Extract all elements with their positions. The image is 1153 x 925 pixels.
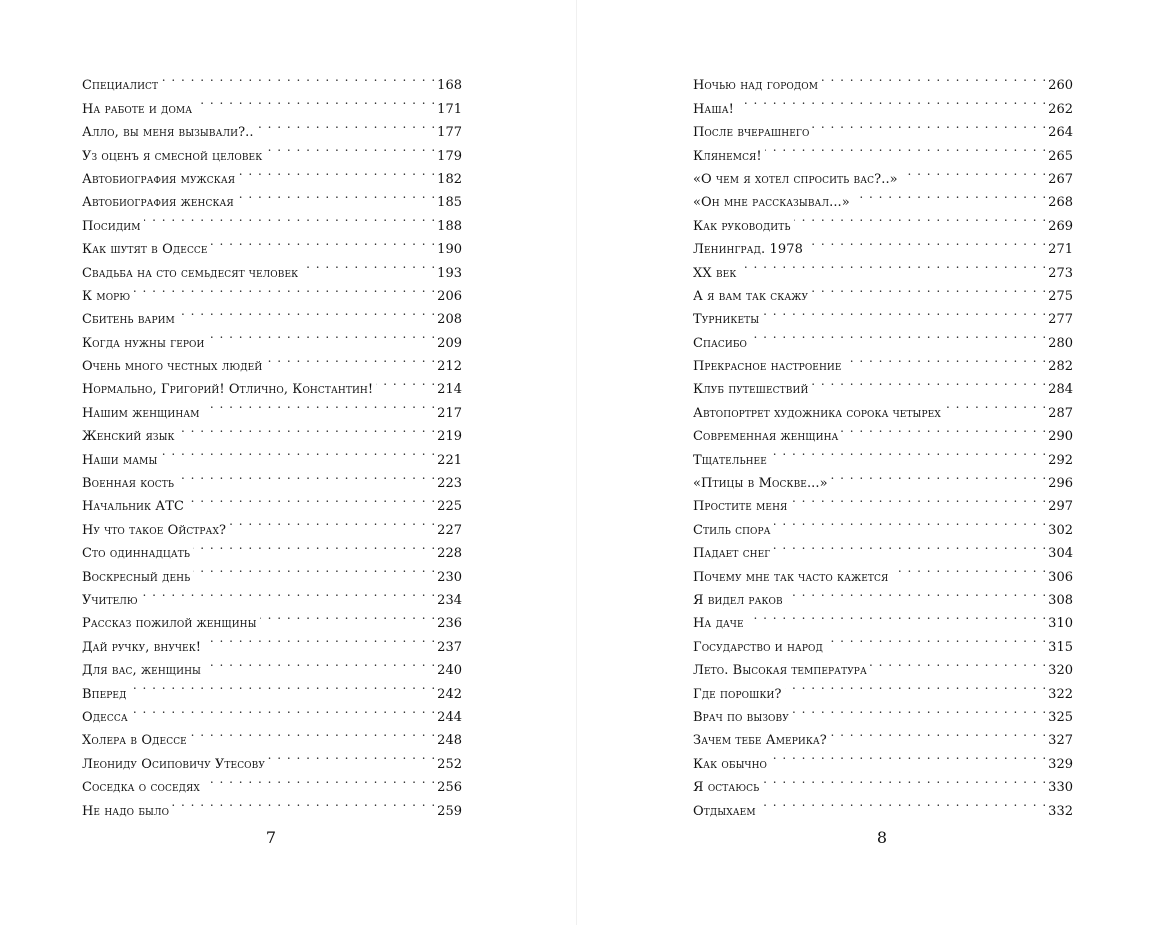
toc-entry-page: 273	[1048, 265, 1073, 281]
toc-entry	[693, 253, 1073, 281]
toc-entry-title: На даче	[693, 616, 744, 632]
toc-entry-page: 268	[1048, 195, 1073, 211]
toc-entry-page: 310	[1048, 616, 1073, 632]
toc-entry-title: Государство и народ	[693, 639, 823, 655]
toc-entry-title: Алло, вы меня вызывали?..	[82, 125, 254, 141]
dot-leader	[774, 510, 1047, 533]
toc-entry-page: 280	[1048, 335, 1073, 351]
toc-entry-page: 315	[1048, 639, 1073, 655]
dot-leader	[257, 113, 436, 136]
toc-entry-title: Лето. Высокая температура	[693, 663, 867, 679]
toc-entry-page: 185	[437, 195, 462, 211]
toc-entry-page: 296	[1048, 476, 1073, 492]
toc-entry	[82, 277, 462, 304]
dot-leader	[821, 66, 1046, 89]
dot-leader	[203, 768, 435, 791]
toc-entry-title: Ну что такое Ойстрах?	[82, 522, 227, 538]
toc-entry-title: Клуб путешествий	[693, 382, 809, 398]
toc-entry-page: 188	[437, 218, 462, 234]
toc-entry-title: Как обычно	[693, 756, 768, 772]
toc-entry-page: 284	[1048, 382, 1073, 398]
toc-entry-title: Клянемся!	[693, 148, 762, 164]
toc-entry-page: 308	[1048, 593, 1073, 608]
toc-entry-title: Автопортрет художника сорока четырех	[693, 405, 941, 421]
toc-entry-title: Специалист	[82, 78, 159, 94]
toc-entry-page: 259	[437, 803, 462, 819]
toc-entry-title: Не надо было	[82, 803, 170, 819]
dot-leader	[831, 464, 1046, 487]
toc-entry-title: Очень много честных людей	[82, 359, 263, 375]
toc-entry-title: Одесса	[82, 709, 128, 725]
toc-entry-title: Нашим женщинам	[82, 405, 200, 421]
dot-leader	[144, 206, 436, 229]
dot-leader	[770, 440, 1046, 463]
toc-entry-title: Автобиография женская	[82, 195, 234, 211]
toc-entry-page: 320	[1048, 663, 1073, 679]
toc-entry	[693, 604, 1073, 632]
dot-leader	[133, 277, 435, 300]
toc-entry-title: Холера в Одессе	[82, 733, 187, 749]
dot-leader	[203, 393, 436, 416]
toc-entry-page: 265	[1048, 148, 1073, 164]
toc-entry-page: 327	[1048, 733, 1073, 749]
toc-entry-page: 256	[437, 780, 462, 796]
toc-entry-page: 297	[1048, 499, 1073, 515]
toc-entry-page: 182	[437, 171, 462, 187]
toc-entry-title: Где порошки?	[693, 686, 782, 702]
toc-entry	[693, 323, 1073, 351]
toc-entry-page: 264	[1048, 125, 1073, 141]
toc-entry-page: 329	[1048, 756, 1073, 772]
toc-entry-title: К морю	[82, 288, 131, 304]
dot-leader	[841, 417, 1046, 440]
toc-left-page	[82, 66, 462, 819]
toc-entry-title: Для вас, женщины	[82, 663, 202, 679]
toc-entry-title: Сто одиннадцать	[82, 546, 191, 562]
toc-entry-title: Соседка о соседях	[82, 780, 200, 796]
dot-leader	[773, 534, 1046, 557]
toc-entry-page: 177	[437, 125, 462, 141]
toc-entry-title: А я вам так скажу	[693, 288, 809, 304]
dot-leader	[237, 183, 435, 206]
dot-leader	[812, 113, 1046, 136]
toc-entry-page: 209	[437, 335, 462, 351]
dot-leader	[141, 581, 435, 604]
toc-right-page	[693, 66, 1073, 819]
dot-leader	[770, 744, 1046, 767]
toc-entry	[82, 674, 462, 702]
toc-entry-title: Начальник АТС	[82, 499, 185, 515]
toc-entry-title: Сбитень варим	[82, 312, 175, 328]
dot-leader	[193, 557, 435, 580]
toc-entry-page: 262	[1048, 101, 1073, 117]
dot-leader	[172, 791, 435, 814]
toc-entry-title: Простите меня	[693, 499, 788, 515]
toc-entry-title: Свадьба на сто семьдесят человек	[82, 265, 299, 281]
dot-leader	[826, 627, 1046, 650]
dot-leader	[750, 323, 1046, 346]
toc-entry-page: 190	[437, 242, 462, 258]
dot-leader	[765, 136, 1046, 159]
dot-leader	[229, 510, 435, 533]
dot-leader	[811, 277, 1046, 300]
toc-entry-page: 306	[1048, 569, 1073, 585]
toc-entry-title: Спасибо	[693, 335, 748, 351]
toc-entry-page: 179	[437, 148, 462, 164]
toc-entry-page: 221	[437, 452, 462, 468]
toc-entry-title: Учителю	[82, 593, 138, 608]
dot-leader	[238, 160, 435, 183]
dot-leader	[268, 744, 435, 767]
toc-entry-title: Посидим	[82, 218, 141, 234]
toc-entry-page: 237	[437, 639, 462, 655]
dot-leader	[811, 370, 1046, 393]
dot-leader	[944, 393, 1046, 416]
toc-entry	[82, 300, 462, 328]
toc-entry-page: 171	[437, 101, 462, 117]
toc-entry-title: XX век	[693, 265, 737, 281]
page-number-left: 7	[265, 828, 277, 847]
toc-entry-page: 228	[437, 546, 462, 562]
toc-entry-title: Уз оценъ я смесной целовек	[82, 148, 263, 164]
toc-entry-title: Я видел раков	[693, 593, 783, 608]
toc-entry-page: 325	[1048, 709, 1073, 725]
dot-leader	[786, 581, 1046, 604]
toc-entry-title: Когда нужны герои	[82, 335, 205, 351]
toc-entry-page: 290	[1048, 429, 1073, 445]
toc-entry-page: 236	[437, 616, 462, 632]
toc-entry-page: 225	[437, 499, 462, 515]
dot-leader	[265, 347, 435, 370]
toc-entry-page: 223	[437, 476, 462, 492]
toc-entry-title: Турникеты	[693, 312, 760, 328]
dot-leader	[301, 253, 435, 276]
toc-entry-title: Рассказ пожилой женщины	[82, 616, 257, 632]
toc-entry-title: Ночью над городом	[693, 78, 819, 94]
dot-leader	[794, 206, 1047, 229]
dot-leader	[178, 417, 436, 440]
toc-entry-title: Стиль спора	[693, 522, 771, 538]
dot-leader	[739, 253, 1046, 276]
toc-entry-page: 227	[437, 522, 462, 538]
toc-entry-page: 208	[437, 312, 462, 328]
toc-entry	[693, 89, 1073, 117]
toc-entry-page: 214	[437, 382, 462, 398]
dot-leader	[806, 230, 1046, 253]
dot-leader	[785, 674, 1047, 697]
dot-leader	[870, 651, 1046, 674]
dot-leader	[759, 791, 1047, 814]
toc-entry-page: 271	[1048, 242, 1073, 258]
toc-entry-page: 248	[437, 733, 462, 749]
toc-entry	[693, 277, 1073, 304]
toc-entry-title: Ленинград. 1978	[693, 242, 803, 258]
dot-leader	[193, 534, 435, 557]
toc-entry	[693, 66, 1073, 94]
toc-entry-title: Воскресный день	[82, 569, 191, 585]
toc-entry-title: Падает снег	[693, 546, 771, 562]
dot-leader	[762, 768, 1046, 791]
toc-entry-page: 212	[437, 359, 462, 375]
toc-entry-title: Зачем тебе Америка?	[693, 733, 827, 749]
dot-leader	[265, 136, 435, 159]
page-gutter	[576, 0, 577, 925]
dot-leader	[737, 89, 1046, 112]
dot-leader	[160, 440, 435, 463]
toc-entry-title: «О чем я хотел спросить вас?..»	[693, 171, 898, 187]
toc-entry-title: Как руководить	[693, 218, 791, 234]
toc-entry-title: Я остаюсь	[693, 780, 760, 796]
page-number-right: 8	[876, 828, 888, 847]
dot-leader	[204, 651, 435, 674]
dot-leader	[195, 89, 435, 112]
toc-entry-title: Наша!	[693, 101, 734, 117]
toc-entry	[693, 113, 1073, 141]
toc-entry-page: 244	[437, 709, 462, 725]
dot-leader	[790, 487, 1046, 510]
toc-entry-page: 260	[1048, 78, 1073, 94]
toc-entry-page: 302	[1048, 522, 1073, 538]
dot-leader	[130, 674, 436, 697]
toc-entry-page: 193	[437, 265, 462, 281]
toc-entry-page: 287	[1048, 405, 1073, 421]
dot-leader	[853, 183, 1046, 206]
dot-leader	[792, 698, 1046, 721]
toc-entry-page: 282	[1048, 359, 1073, 375]
dot-leader	[211, 230, 436, 253]
dot-leader	[161, 66, 435, 89]
dot-leader	[187, 487, 435, 510]
toc-entry-page: 332	[1048, 803, 1073, 819]
toc-entry-title: Леониду Осиповичу Утесову	[82, 756, 265, 772]
toc-entry-title: Тщательнее	[693, 452, 767, 468]
toc-entry-title: Как шутят в Одессе	[82, 242, 208, 258]
toc-entry-page: 217	[437, 405, 462, 421]
toc-entry-page: 322	[1048, 686, 1073, 702]
toc-entry	[82, 698, 462, 725]
toc-entry-title: «Птицы в Москве...»	[693, 476, 828, 492]
toc-entry-page: 230	[437, 569, 462, 585]
toc-entry-page: 304	[1048, 546, 1073, 562]
toc-entry	[693, 627, 1073, 655]
dot-leader	[190, 721, 435, 744]
toc-entry-title: Прекрасное настроение	[693, 359, 842, 375]
toc-entry-page: 242	[437, 686, 462, 702]
toc-entry-title: Современная женщина	[693, 429, 839, 445]
toc-entry-page: 168	[437, 78, 462, 94]
dot-leader	[747, 604, 1047, 627]
dot-leader	[131, 698, 435, 721]
toc-entry-title: Нормально, Григорий! Отлично, Константин!	[82, 382, 374, 398]
toc-entry-page: 269	[1048, 218, 1073, 234]
toc-entry-page: 292	[1048, 452, 1073, 468]
dot-leader	[891, 557, 1046, 580]
toc-entry-title: На работе и дома	[82, 101, 193, 117]
toc-entry-page: 240	[437, 663, 462, 679]
toc-entry-title: Дай ручку, внучек!	[82, 639, 202, 655]
toc-entry-title: Почему мне так часто кажется	[693, 569, 889, 585]
dot-leader	[204, 627, 435, 650]
dot-leader	[207, 323, 435, 346]
toc-entry-page: 277	[1048, 312, 1073, 328]
toc-entry-title: Врач по вызову	[693, 709, 789, 725]
dot-leader	[901, 160, 1046, 183]
toc-entry	[82, 721, 462, 749]
dot-leader	[762, 300, 1046, 323]
dot-leader	[177, 464, 435, 487]
dot-leader	[376, 370, 435, 393]
toc-entry-title: После вчерашнего	[693, 125, 810, 141]
toc-entry-title: Отдыхаем	[693, 803, 756, 819]
dot-leader	[260, 604, 436, 627]
toc-entry-title: Военная кость	[82, 476, 175, 492]
toc-entry-page: 330	[1048, 780, 1073, 796]
toc-entry	[82, 66, 462, 94]
dot-leader	[830, 721, 1046, 744]
toc-entry-page: 219	[437, 429, 462, 445]
toc-entry-title: Женский язык	[82, 429, 175, 445]
toc-entry-page: 252	[437, 756, 462, 772]
toc-entry-page: 267	[1048, 171, 1073, 187]
toc-entry-page: 275	[1048, 288, 1073, 304]
dot-leader	[845, 347, 1047, 370]
toc-entry-title: Наши мамы	[82, 452, 158, 468]
toc-entry-page: 206	[437, 288, 462, 304]
dot-leader	[178, 300, 435, 323]
toc-entry-page: 234	[437, 593, 462, 608]
toc-entry-title: Автобиография мужская	[82, 171, 236, 187]
toc-entry-title: Вперед	[82, 686, 127, 702]
toc-entry-title: «Он мне рассказывал...»	[693, 195, 850, 211]
